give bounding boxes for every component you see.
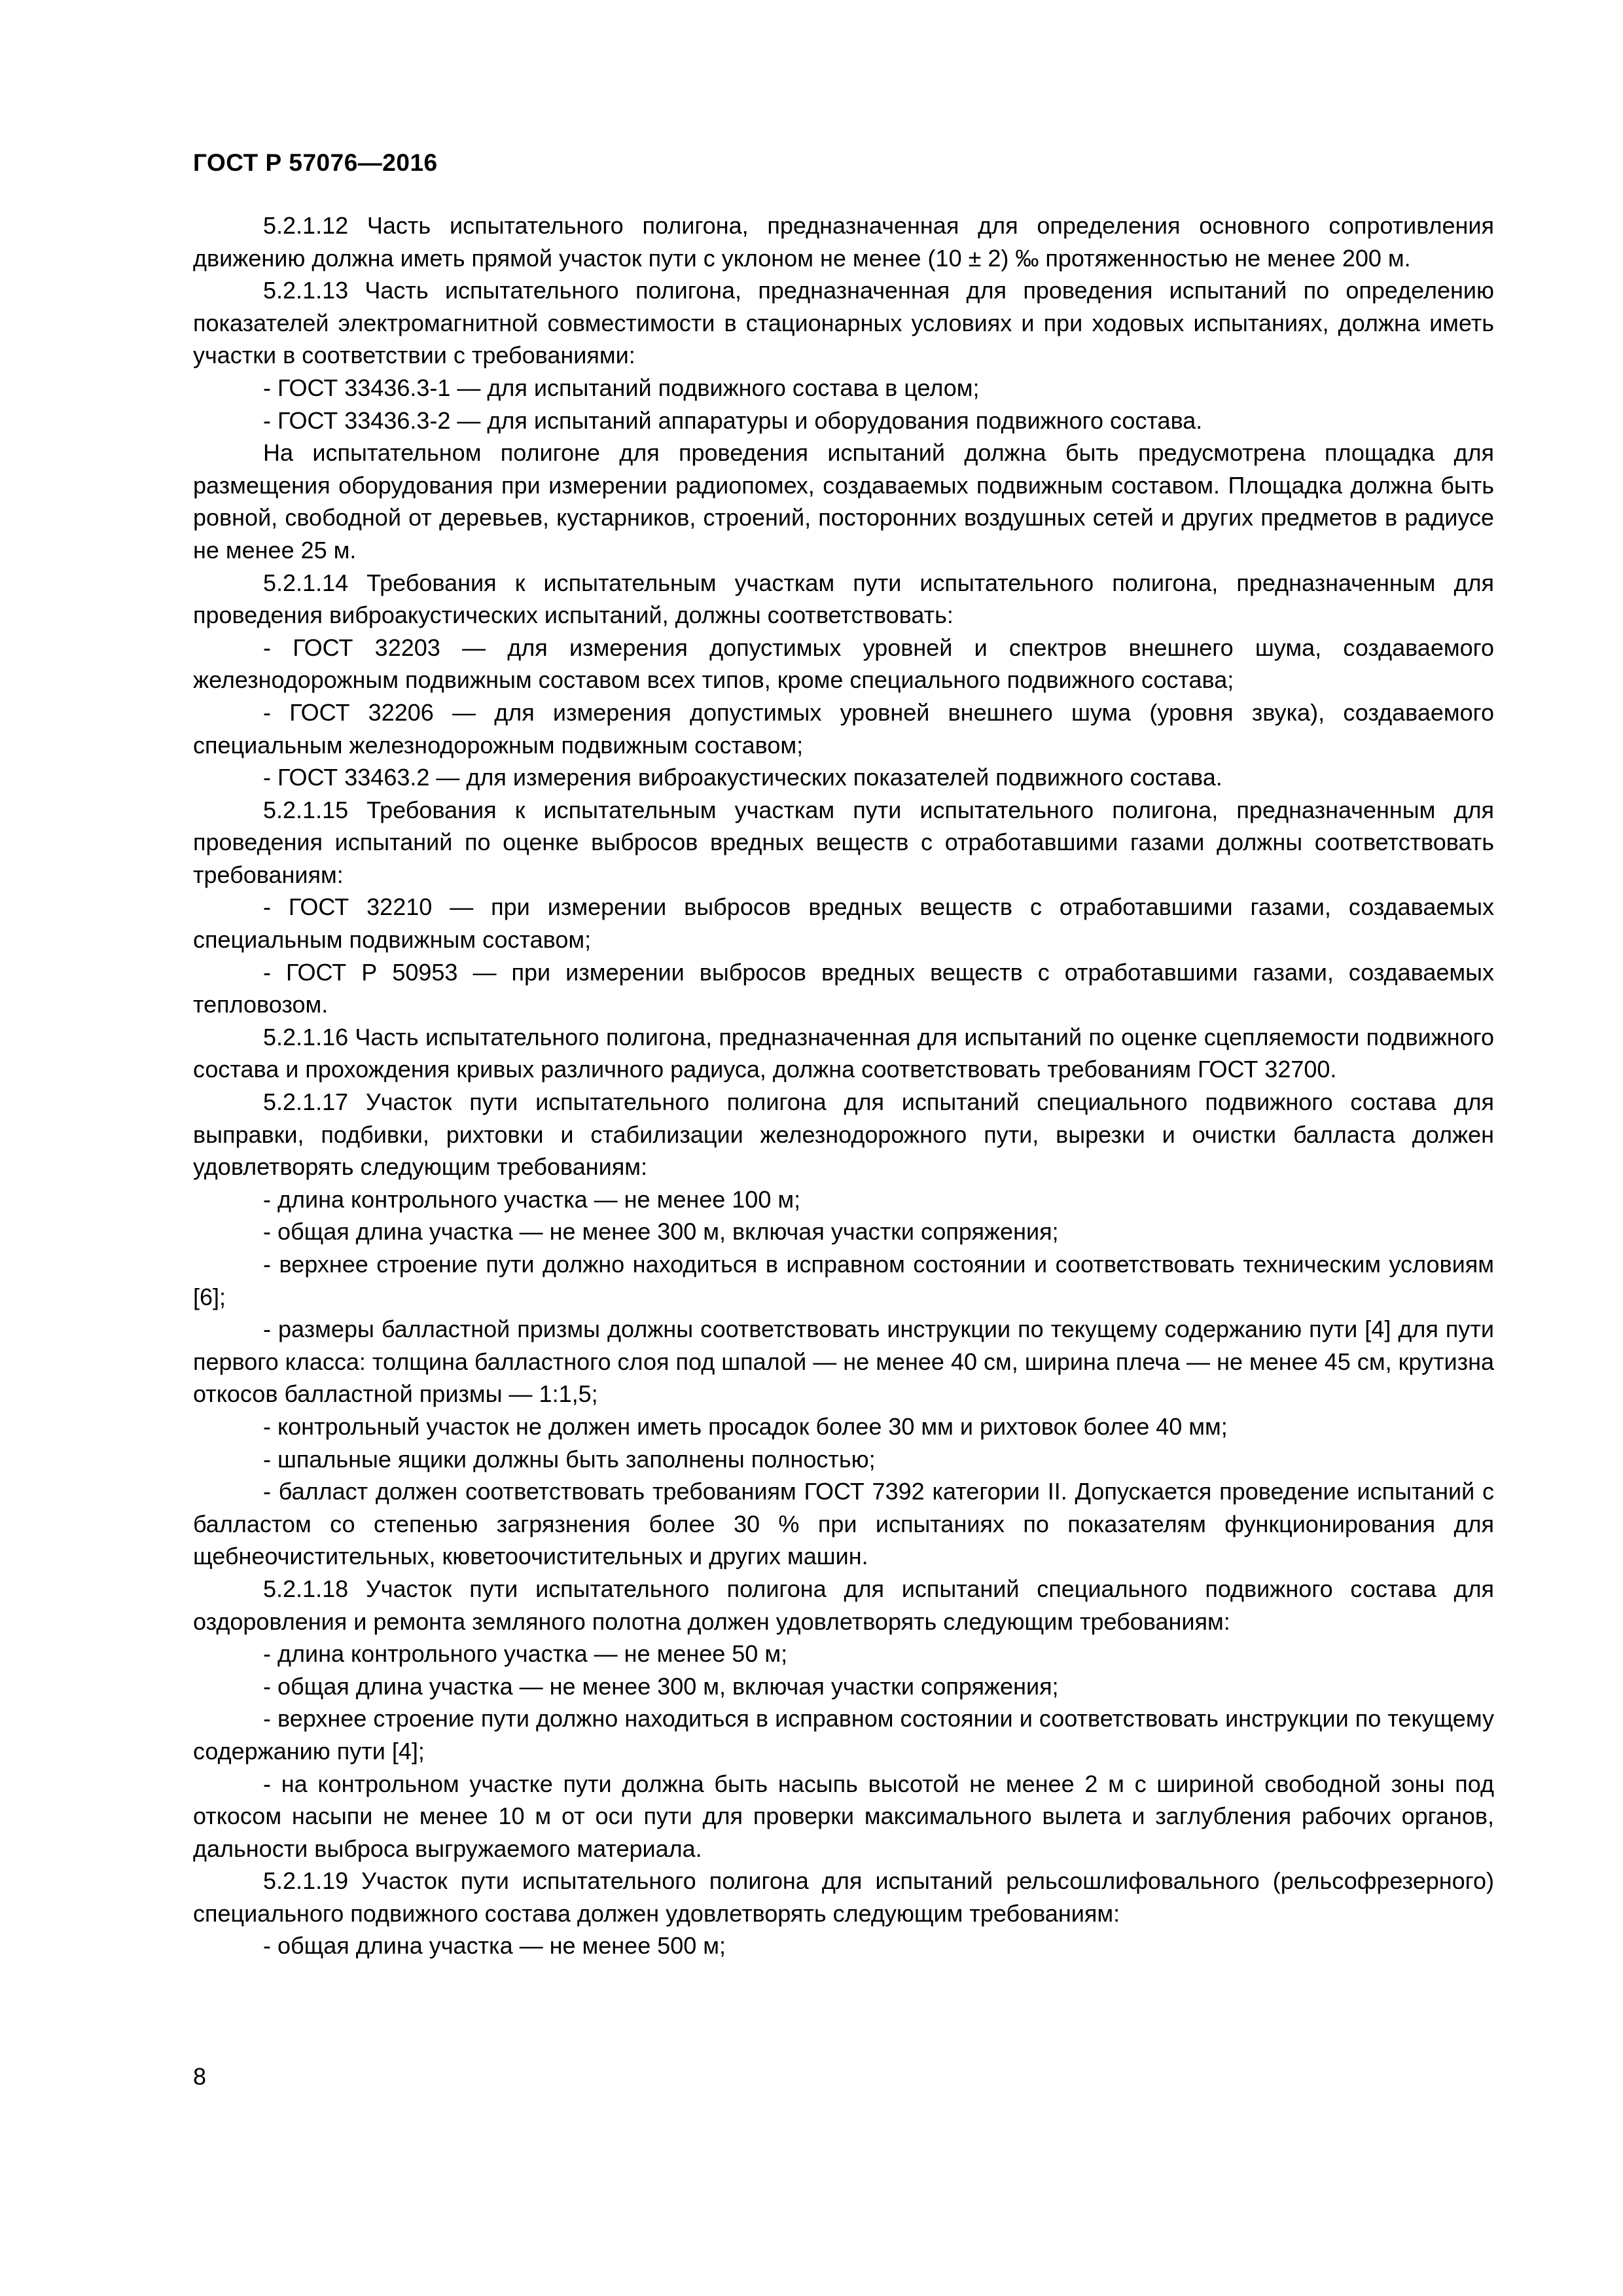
- paragraph: На испытательном полигоне для проведения испытаний должна быть предусмотрена площадка для размещения оборудования при измерении радиопомех, создаваемых подвижным составом. Площадка должна быть ровной, свободной от деревьев, кустарников, строений, посторонних воздушных сетей и других предметов в радиусе не менее 25 м.: [193, 439, 1494, 564]
- list-item: - ГОСТ 33436.3-1 — для испытаний подвижного состава в целом;: [263, 374, 980, 401]
- list-item: - на контрольном участке пути должна быть насыпь высотой не менее 2 м с шириной свободной зоны под откосом насыпи не менее 10 м от оси пути для проверки максимального вылета и заглубления рабочих органов, дальности выброса выгружаемого материала.: [193, 1770, 1494, 1862]
- paragraph: 5.2.1.16 Часть испытательного полигона, предназначенная для испытаний по оценке сцепляемости подвижного состава и прохождения кривых различного радиуса, должна соответствовать требованиям ГОСТ 32700.: [193, 1023, 1494, 1083]
- list-item: - шпальные ящики должны быть заполнены полностью;: [263, 1445, 876, 1473]
- list-item: - общая длина участка — не менее 300 м, включая участки сопряжения;: [263, 1218, 1059, 1246]
- document-body: [193, 209, 1494, 1962]
- paragraph: 5.2.1.17 Участок пути испытательного полигона для испытаний специального подвижного состава для выправки, подбивки, рихтовки и стабилизации железнодорожного пути, вырезки и очистки балласта должен удовлетворять следующим требованиям:: [193, 1088, 1494, 1181]
- list-item: - общая длина участка — не менее 300 м, включая участки сопряжения;: [263, 1672, 1059, 1700]
- document-header: ГОСТ Р 57076—2016: [193, 149, 438, 176]
- paragraph: 5.2.1.18 Участок пути испытательного полигона для испытаний специального подвижного состава для оздоровления и ремонта земляного полотна должен удовлетворять следующим требованиям:: [193, 1575, 1494, 1635]
- list-item: - ГОСТ 33436.3-2 — для испытаний аппаратуры и оборудования подвижного состава.: [263, 406, 1203, 434]
- list-item: - ГОСТ Р 50953 — при измерении выбросов вредных веществ с отработавшими газами, создаваемых тепловозом.: [193, 958, 1494, 1018]
- paragraph: 5.2.1.13 Часть испытательного полигона, предназначенная для проведения испытаний по определению показателей электромагнитной совместимости в стационарных условиях и при ходовых испытаниях, должна иметь участки в соответствии с требованиями:: [193, 277, 1494, 369]
- paragraph: 5.2.1.14 Требования к испытательным участкам пути испытательного полигона, предназначенным для проведения виброакустических испытаний, должны соответствовать:: [193, 569, 1494, 629]
- list-item: - общая длина участка — не менее 500 м;: [263, 1932, 726, 1960]
- list-item: - контрольный участок не должен иметь просадок более 30 мм и рихтовок более 40 мм;: [263, 1412, 1228, 1440]
- list-item: - балласт должен соответствовать требованиям ГОСТ 7392 категории II. Допускается проведение испытаний с балластом со степенью загрязнения более 30 % при испытаниях по показателям функционирования для щебнеочистительных, кюветоочистительных и других машин.: [193, 1478, 1494, 1570]
- list-item: - верхнее строение пути должно находиться в исправном состоянии и соответствовать инструкции по текущему содержанию пути [4];: [193, 1705, 1494, 1765]
- list-item: - ГОСТ 32203 — для измерения допустимых уровней и спектров внешнего шума, создаваемого железнодорожным подвижным составом всех типов, кроме специального подвижного состава;: [193, 634, 1494, 694]
- page-number: 8: [193, 2063, 207, 2090]
- list-item: - ГОСТ 33463.2 — для измерения виброакустических показателей подвижного состава.: [263, 764, 1222, 791]
- list-item: - размеры балластной призмы должны соответствовать инструкции по текущему содержанию пути [4] для пути первого класса: толщина балластного слоя под шпалой — не менее 40 см, ширина плеча — не менее 45 см, крутизна откосов балластной призмы — 1:1,5;: [193, 1316, 1494, 1408]
- paragraph: 5.2.1.19 Участок пути испытательного полигона для испытаний рельсошлифовального (рельсофрезерного) специального подвижного состава должен удовлетворять следующим требованиям:: [193, 1867, 1494, 1927]
- paragraph: 5.2.1.15 Требования к испытательным участкам пути испытательного полигона, предназначенным для проведения испытаний по оценке выбросов вредных веществ с отработавшими газами должны соответствовать требованиям:: [193, 796, 1494, 888]
- list-item: - ГОСТ 32210 — при измерении выбросов вредных веществ с отработавшими газами, создаваемых специальным подвижным составом;: [193, 893, 1494, 954]
- list-item: - верхнее строение пути должно находиться в исправном состоянии и соответствовать техническим условиям [6];: [193, 1251, 1494, 1310]
- list-item: - ГОСТ 32206 — для измерения допустимых уровней внешнего шума (уровня звука), создаваемого специальным железнодорожным подвижным составом;: [193, 698, 1494, 759]
- list-item: - длина контрольного участка — не менее 50 м;: [263, 1640, 788, 1668]
- list-item: - длина контрольного участка — не менее 100 м;: [263, 1185, 801, 1213]
- paragraph: 5.2.1.12 Часть испытательного полигона, предназначенная для определения основного сопротивления движению должна иметь прямой участок пути с уклоном не менее (10 ± 2) ‰ протяженностью не менее 200 м.: [193, 212, 1494, 272]
